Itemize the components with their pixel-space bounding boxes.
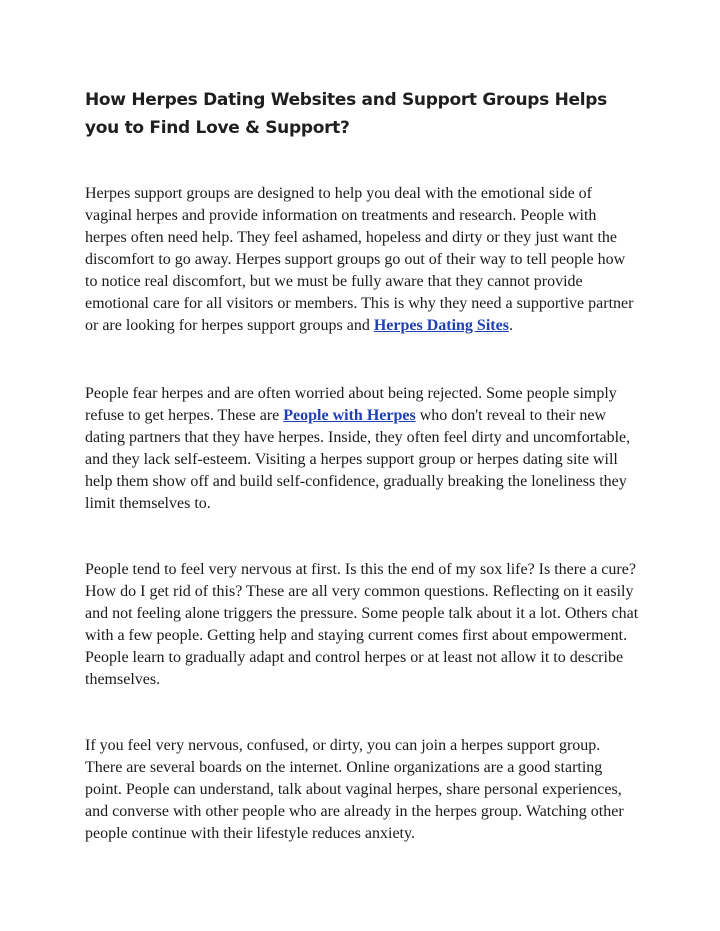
herpes-dating-sites-link[interactable]: Herpes Dating Sites — [373, 317, 509, 334]
paragraph-4: If you feel very nervous, confused, or dirty, you can join a herpes support group. There are several boards on the internet. Online organizations are a good starting point. People can understand, talk about vaginal herpes, share personal experiences, and converse with other people who are already in the herpes group. Watching other people continue with their lifestyle reduces anxiety. — [85, 737, 624, 842]
paragraph-2-text-start: People fear herpes and are often worried about being rejected. Some people simply refuse to get herpes. These are — [85, 385, 617, 424]
people-with-herpes-link[interactable]: People with Herpes — [283, 407, 416, 424]
paragraph-2 — [85, 383, 641, 515]
paragraph-1-end: . — [508, 317, 513, 334]
paragraph-1-text: Herpes support groups are designed to help you deal with the emotional side of vaginal herpes and provide information on treatments and research. People with herpes often need help. They feel ashamed, hopeless and dirty or they just want the discomfort to go away. Herpes support groups go out of their way to tell people how to notice real discomfort, but we must be fully aware that they cannot provide emotional care for all visitors or members. This is why they need a supportive partner or are looking for herpes support groups and — [85, 185, 634, 334]
paragraph-2-text-end: who don't reveal to their new dating partners that they have herpes. Inside, they often feel dirty and uncomfortable, and they lack self-esteem. Visiting a herpes support group or herpes dating site will help them show off and build self-confidence, gradually breaking the loneliness they limit themselves to. — [85, 407, 631, 512]
paragraph-3: People tend to feel very nervous at first. Is this the end of my sox life? Is there a cure? How do I get rid of this? These are all very common questions. Reflecting on it easily and not feeling alone triggers the pressure. Some people talk about it a lot. Others chat with a few people. Getting help and staying current comes first about empowerment. People learn to gradually adapt and control herpes or at least not allow it to describe themselves. — [85, 561, 639, 688]
page-title: How Herpes Dating Websites and Support Groups Helps you to Find Love & Support? — [85, 90, 607, 138]
paragraph-1 — [85, 183, 641, 337]
